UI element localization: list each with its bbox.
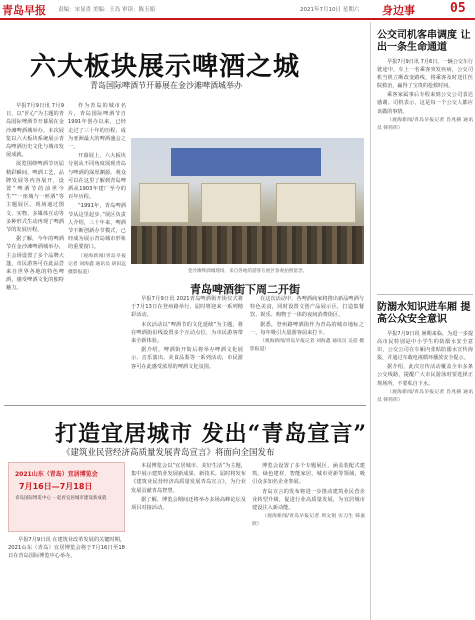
article1-paragraph: 作为青岛的城市名片，青岛国际啤酒节自1991年创办以来，已经走过了三十年的历程，成为亚洲最大的啤酒盛会之一。 (68, 103, 126, 151)
article1-column-2 (68, 102, 126, 394)
article2-headline: 打造宜居城市 发出“青岛宣言” (55, 421, 367, 447)
page-number: 05 (450, 1, 466, 16)
article2-credit: （观海新闻/青岛早报记者 周文娟 实习生 韩嘉欣） (252, 514, 365, 528)
article2-column-3 (252, 462, 365, 620)
article1-column-1 (6, 102, 64, 394)
sidebar-paragraph: 据介绍，此次宣传活动覆盖全市多条公交线路，提醒广大市民游泳时要选择正规场所，不要私自下水。 (377, 364, 473, 387)
article1-paragraph: 早报7月9日讯 2021青岛啤酒街开街仪式将于7月13日在登州路举行，届时将迎来一系列精彩活动。 (131, 296, 243, 319)
page-header (0, 0, 475, 20)
festival-banner (171, 148, 321, 176)
article1-paragraph: 在这次活动中，各啤酒商家将推出新品啤酒与特色美食，同时设置文创产品展示区，打造集餐饮、娱乐、购物于一体的夜间消费街区。 (250, 296, 364, 319)
article1-column-3 (131, 295, 243, 395)
article2-paragraph: 据了解，博览会期间还将举办多场高峰论坛及项目对接活动。 (131, 496, 246, 512)
sidebar-paragraph: 早报7月9日讯 7月6日，一辆公交车行驶途中，车上一名乘客突发疾病，公交司机当机立断改变路线，将乘客及时送往医院救治，赢得了宝贵的抢救时间。 (377, 59, 473, 90)
sidebar-story-1 (377, 58, 473, 290)
article1-column-4 (250, 295, 364, 395)
visitor-crowd (131, 226, 364, 264)
expo-poster (8, 462, 125, 532)
article1-section-subhead: 青岛啤酒街下周二开街 (190, 283, 300, 296)
exhibition-booth (201, 183, 261, 223)
poster-dates: 7月16日—7月18日 (19, 482, 93, 491)
beer-festival-photo (131, 138, 364, 264)
article2-column-2 (131, 462, 246, 620)
sidebar-credit: （观海新闻/青岛早报记者 肖兆赫 通讯员 韩伟伟） (377, 117, 473, 131)
article1-paragraph: 早报7月9日讯 7月9日，以“匠心”为主题的青岛国际啤酒节开幕展在金沙滩啤酒城举办。本次展览以六大板块系统展示青岛啤酒历史文化与城市发展成就。 (6, 103, 64, 159)
photo-caption: 金沙滩啤酒城现场，来自各地的游客在展区参观拍照留念。 (187, 269, 308, 274)
article1-paragraph: 据了解，今年的啤酒节在金沙滩啤酒城举办，主会场设置了多个品牌大篷，市民游客可在此品尝来自世界各地的特色啤酒，感受啤酒文化的独特魅力。 (6, 236, 64, 292)
article1-subhead: 青岛国际啤酒节开幕展在金沙滩啤酒城举办 (90, 81, 242, 90)
article2-paragraph: 博览会设置了多个专题展区，涵盖装配式建筑、绿色建材、智能家居、城市更新等领域，吸引众多知名企业参展。 (252, 463, 365, 486)
article1-paragraph: 据介绍，啤酒街开街后将举办啤酒文化展示、音乐演出、美食品鉴等一系列活动，市民游客可在此感受浓厚的啤酒文化氛围。 (131, 347, 243, 370)
exhibition-booth (276, 183, 356, 223)
sidebar-credit: （观海新闻/青岛早报记者 肖兆赫 通讯员 韩伟伟） (377, 389, 473, 403)
poster-venue: 青岛国际博览中心 一起看宜居城市建设新成就 (15, 496, 107, 501)
article2-paragraph: 早报7月9日讯 在建筑业改革发展的关键时期，2021山东（青岛）宜居博览会将于7月16日至18日在青岛国际博览中心举办。 (8, 537, 125, 560)
article2-subhead: 《建筑业民营经济高质量发展青岛宣言》将面向全国发布 (62, 448, 275, 458)
sidebar-paragraph: 乘客家属事后专程来到公交公司表达感谢。司机表示，这是每一个公交人都应该做的事情。 (377, 92, 473, 115)
issue-date: 2021年7月10日 星期六 (300, 7, 360, 13)
article1-paragraph: 据悉，登州路啤酒街作为青岛的城市地标之一，每年吸引大量游客前来打卡。 (250, 321, 364, 336)
editor-credits: 责编：宋显喜 美编：王岛 审读：陈玉娟 (58, 7, 155, 13)
article1-paragraph: “1991年，青岛啤酒节从这里起步。”展区负责人介绍，三十年来，啤酒节不断创新办节模式，已经成为展示青岛城市形象的重要窗口。 (68, 203, 126, 251)
exhibition-booth (139, 183, 189, 223)
sidebar-paragraph: 早报7月9日讯 暑期来临，为进一步提高市民特别是中小学生的防溺水安全意识，公交公司在车厢内张贴防溺水宣传海报，并通过车载电视循环播放安全提示。 (377, 331, 473, 362)
article-divider (4, 405, 366, 406)
article1-paragraph: 本次活动以“啤酒节的文化延续”为主题，将在啤酒街沿线设置多个互动点位，为市民游客带来全新体验。 (131, 321, 243, 345)
news-sidebar (370, 22, 475, 620)
sidebar-headline-1: 公交司机客串调度 让出一条生命通道 (377, 30, 471, 53)
article1-paragraph: 开幕展上，六大板块分别从不同角度展现青岛与啤酒的深厚渊源。观众可以在这里了解到青岛啤酒从1903年建厂至今的百年历程。 (68, 153, 126, 201)
article2-paragraph: 青岛宣言的发布将进一步推动建筑业民营企业转型升级，促进行业高质量发展，为宜居城市建设注入新动能。 (252, 488, 365, 512)
sidebar-divider (377, 294, 473, 295)
poster-title: 2021山东（青岛）宜居博览会 (15, 471, 98, 478)
article2-column-1 (8, 536, 125, 620)
article1-credit: （观海新闻/青岛早报记者 刘海鑫 通讯员 吴蓓 摄影报道） (250, 339, 364, 353)
sidebar-story-2 (377, 330, 473, 610)
article1-paragraph: 展览围绕啤酒节历届精彩瞬间、啤酒工艺、品牌发展等内容展开，设置“啤酒节的前世今生”“一座城与一杯酒”等主题展区，现场通过图文、实物、多媒体互动等多种形式生动再现了啤酒节的发展历程。 (6, 161, 64, 234)
sidebar-headline-2: 防溺水知识进车厢 提高公众安全意识 (377, 302, 471, 325)
article1-headline: 六大板块展示啤酒之城 (30, 52, 301, 82)
section-title: 身边事 (382, 4, 415, 17)
article2-paragraph: 本届博览会以“宜居城市、美好生活”为主题，集中展示建筑业发展新成果、新技术。届时将发布《建筑业民营经济高质量发展青岛宣言》，为行业发展贡献青岛智慧。 (131, 463, 246, 494)
article1-credit: （观海新闻/青岛早报记者 刘海鑫 通讯员 胡田远 摄影报道） (68, 253, 126, 276)
newspaper-logo: 青岛早报 (2, 4, 46, 17)
